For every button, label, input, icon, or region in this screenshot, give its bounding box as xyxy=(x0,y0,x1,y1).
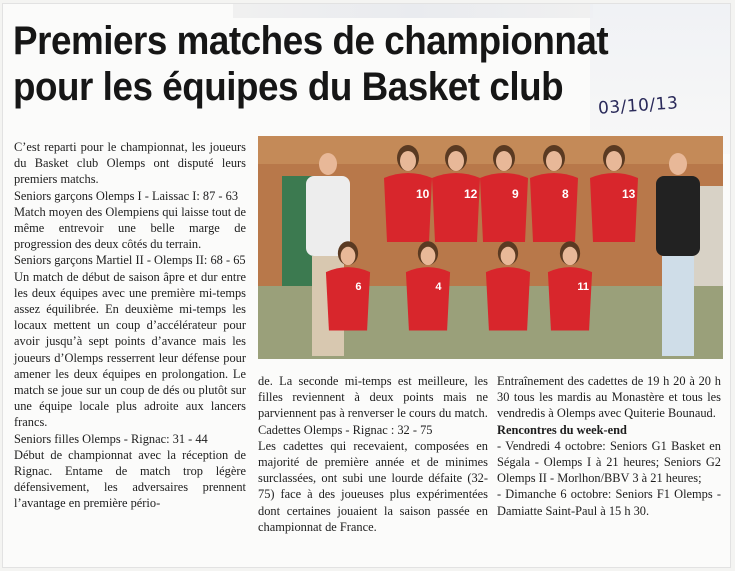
team-photo xyxy=(258,136,723,359)
text-column-1 xyxy=(14,139,246,512)
paragraph: Les cadettes qui recevaient, composées en majorité de première année et de minimes surclassées, ont subi une lourde défaite (32-75) face à des joueuses plus expérimentées dont certaines jouaient la saison passée en championnat de France. xyxy=(258,438,488,534)
paragraph: de. La seconde mi-temps est meilleure, les filles reviennent à deux points mais ne parviennent pas à renverser le cours du match. xyxy=(258,374,488,421)
paragraph: C’est reparti pour le championnat, les joueurs du Basket club Olemps ont disputé leurs premiers matchs. xyxy=(14,140,246,187)
text-column-3 xyxy=(497,373,721,519)
jersey-number: 13 xyxy=(622,187,636,201)
jersey-number: 9 xyxy=(512,187,519,201)
paragraph: Seniors filles Olemps - Rignac: 31 - 44 xyxy=(14,431,208,446)
jersey-number: 6 xyxy=(355,281,362,293)
headline-line-1: Premiers matches de championnat xyxy=(13,19,609,63)
paragraph: Seniors garçons Olemps I - Laissac I: 87 - 63 xyxy=(14,188,239,203)
bleed-through-strip xyxy=(233,4,593,18)
paragraph: Match moyen des Olempiens qui laisse tout de même entrevoir une belle marge de progression des deux côtés du terrain. xyxy=(14,204,246,252)
paragraph: Entraînement des cadettes de 19 h 20 à 20 h 30 tous les mardis au Monastère et tous les vendredis à Olemps avec Quiterie Bounaud. xyxy=(497,374,721,421)
team-photo-illustration xyxy=(258,136,723,359)
paragraph: - Vendredi 4 octobre: Seniors G1 Basket en Ségala - Olemps I à 21 heures; Seniors G2 Olemps II - Morlhon/BBV 3 à 21 heures; xyxy=(497,438,721,486)
handwritten-date: 03/10/13 xyxy=(597,93,679,119)
paragraph: Un match de début de saison âpre et dur entre les deux équipes avec une première mi-temps assez équilibrée. En deuxième mi-temps les locaux mettent un coup d’accélérateur pour avoir jusqu’à sept points d’avance mais les joueurs d’Olemps resserrent leur défense pour amener les deux équipes en prolongation. Le match se joue sur un coup de dés ou plutôt sur une équipe locale plus adroite aux lancers francs. xyxy=(14,269,246,430)
article-headline xyxy=(13,18,657,110)
jersey-number: 12 xyxy=(464,187,478,201)
paragraph: Cadettes Olemps - Rignac : 32 - 75 xyxy=(258,422,433,437)
headline-line-2: pour les équipes du Basket club xyxy=(13,65,564,109)
jersey-number: 10 xyxy=(416,187,430,201)
text-column-2 xyxy=(258,373,488,535)
jersey-number: 8 xyxy=(562,187,569,201)
paragraph: Début de championnat avec la réception de Rignac. Entame de match trop légère défensivement, les adversaires prennent l’avantage en première pério- xyxy=(14,447,246,511)
section-heading: Rencontres du week-end xyxy=(497,422,627,437)
jersey-number: 11 xyxy=(577,281,590,293)
jersey-number: 4 xyxy=(435,281,442,293)
coach-figure xyxy=(656,153,700,356)
paragraph: Seniors garçons Martiel II - Olemps II: 68 - 65 xyxy=(14,253,246,268)
paragraph: - Dimanche 6 octobre: Seniors F1 Olemps - Damiatte Saint-Paul à 15 h 30. xyxy=(497,487,721,518)
